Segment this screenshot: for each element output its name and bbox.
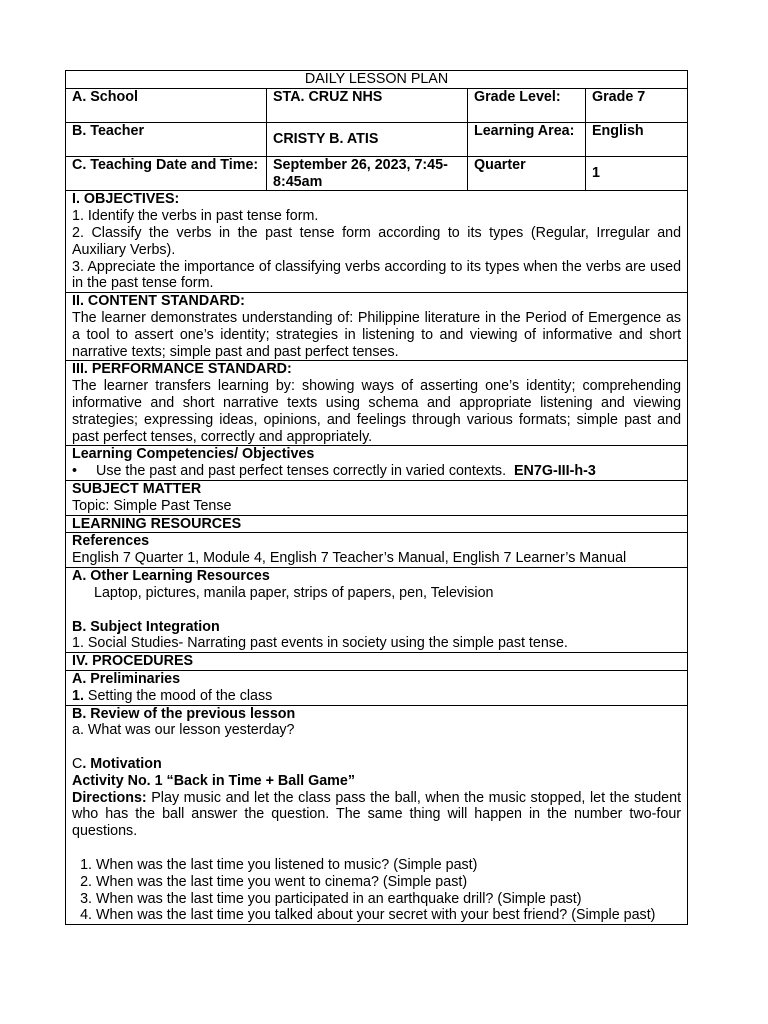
objectives-section xyxy=(66,191,688,293)
motivation-letter: C xyxy=(72,756,83,773)
subject-integration-text: 1. Social Studies- Narrating past events in society using the simple past tense. xyxy=(72,635,568,652)
school-label: A. School xyxy=(66,88,267,122)
performance-standard-heading: III. PERFORMANCE STANDARD: xyxy=(72,361,292,378)
date-value: September 26, 2023, 7:45-8:45am xyxy=(267,156,468,191)
question-item: 2. When was the last time you went to cinema? (Simple past) xyxy=(96,874,681,891)
objectives-row xyxy=(66,191,688,293)
directions-text: Play music and let the class pass the ball, when the music stopped, let the student who has the ball answer the question. The same thing will happen in the number two-four questions. xyxy=(72,789,682,840)
subject-matter-section xyxy=(66,480,688,515)
procedures-row xyxy=(66,653,688,671)
quarter-label: Quarter xyxy=(468,156,586,191)
other-resources-section xyxy=(66,567,688,652)
subject-matter-heading: SUBJECT MATTER xyxy=(72,480,202,497)
subject-matter-row xyxy=(66,480,688,515)
question-item: 4. When was the last time you talked about your secret with your best friend? (Simple past) xyxy=(96,907,681,924)
title-row xyxy=(66,71,688,89)
teacher-row xyxy=(66,122,688,156)
preliminaries-row xyxy=(66,670,688,705)
review-heading: B. Review of the previous lesson xyxy=(72,705,296,722)
content-standard-heading: II. CONTENT STANDARD: xyxy=(72,293,245,310)
bullet-icon: • xyxy=(72,463,78,480)
objective-item: 2. Classify the verbs in the past tense form according to its types (Regular, Irregular and Auxiliary Verbs). xyxy=(72,224,682,258)
question-item: 1. When was the last time you listened to music? (Simple past) xyxy=(96,857,681,874)
other-resources-text: Laptop, pictures, manila paper, strips of papers, pen, Television xyxy=(94,584,494,601)
review-section xyxy=(66,705,688,925)
date-row xyxy=(66,156,688,191)
school-row xyxy=(66,88,688,122)
quarter-value: 1 xyxy=(586,156,688,191)
learning-resources-row xyxy=(66,515,688,533)
date-label: C. Teaching Date and Time: xyxy=(66,156,267,191)
objective-item: 3. Appreciate the importance of classifying verbs according to its types when the verbs are used in the past tense form. xyxy=(72,258,682,292)
preliminaries-number: 1. xyxy=(72,687,84,704)
review-row xyxy=(66,705,688,925)
competency-item xyxy=(72,463,681,480)
learning-resources-heading: LEARNING RESOURCES xyxy=(66,515,688,533)
performance-standard-text: The learner transfers learning by: showing ways of asserting one’s identity; comprehending informative and short narrative texts using schema and appropriate listening and viewing strategies; expressing ideas, opinions, and feelings through various formats; simple past and past perfect tenses, correctly and appropriately. xyxy=(72,378,682,445)
topic-text: Topic: Simple Past Tense xyxy=(72,497,232,514)
other-resources-row xyxy=(66,567,688,652)
review-text: a. What was our lesson yesterday? xyxy=(72,722,295,739)
content-standard-row xyxy=(66,293,688,361)
references-heading: References xyxy=(72,533,150,550)
lesson-plan-table xyxy=(65,70,688,925)
teacher-value: CRISTY B. ATIS xyxy=(267,122,468,156)
objective-item: 1. Identify the verbs in past tense form. xyxy=(72,208,319,225)
performance-standard-section xyxy=(66,361,688,446)
procedures-heading: IV. PROCEDURES xyxy=(66,653,688,671)
competency-description: Use the past and past perfect tenses correctly in varied contexts. xyxy=(96,463,507,480)
references-text: English 7 Quarter 1, Module 4, English 7 Teacher’s Manual, English 7 Learner’s Manual xyxy=(72,550,627,567)
competency-text xyxy=(96,463,596,480)
references-row xyxy=(66,533,688,568)
page-title: DAILY LESSON PLAN xyxy=(66,71,688,89)
preliminaries-heading: A. Preliminaries xyxy=(72,670,181,687)
learning-area-label: Learning Area: xyxy=(468,122,586,156)
preliminaries-text: Setting the mood of the class xyxy=(83,687,273,704)
school-value: STA. CRUZ NHS xyxy=(267,88,468,122)
teacher-label: B. Teacher xyxy=(66,122,267,156)
preliminaries-item xyxy=(72,688,681,705)
subject-integration-heading: B. Subject Integration xyxy=(72,618,220,635)
grade-label: Grade Level: xyxy=(468,88,586,122)
motivation-heading xyxy=(72,756,681,773)
competencies-row xyxy=(66,446,688,481)
directions xyxy=(72,790,681,840)
preliminaries-section xyxy=(66,670,688,705)
activity-title: Activity No. 1 “Back in Time + Ball Game” xyxy=(72,772,355,789)
performance-standard-row xyxy=(66,361,688,446)
content-standard-section xyxy=(66,293,688,361)
competencies-heading: Learning Competencies/ Objectives xyxy=(72,446,315,463)
competencies-section xyxy=(66,446,688,481)
directions-label: Directions: xyxy=(72,789,147,806)
learning-area-value: English xyxy=(586,122,688,156)
objectives-heading: I. OBJECTIVES: xyxy=(72,191,180,208)
question-list xyxy=(72,857,681,924)
content-standard-text: The learner demonstrates understanding of: Philippine literature in the Period of Emergence as a tool to assert one’s identity; strategies in listening to and viewing of informative and short narrative texts; simple past and past perfect tenses. xyxy=(72,309,682,360)
grade-value: Grade 7 xyxy=(586,88,688,122)
question-item: 3. When was the last time you participated in an earthquake drill? (Simple past) xyxy=(96,891,681,908)
other-resources-heading: A. Other Learning Resources xyxy=(72,567,270,584)
lesson-plan-sheet xyxy=(65,70,687,925)
competency-code: EN7G-III-h-3 xyxy=(514,463,596,480)
motivation-label: . Motivation xyxy=(82,756,162,773)
references-section xyxy=(66,533,688,568)
